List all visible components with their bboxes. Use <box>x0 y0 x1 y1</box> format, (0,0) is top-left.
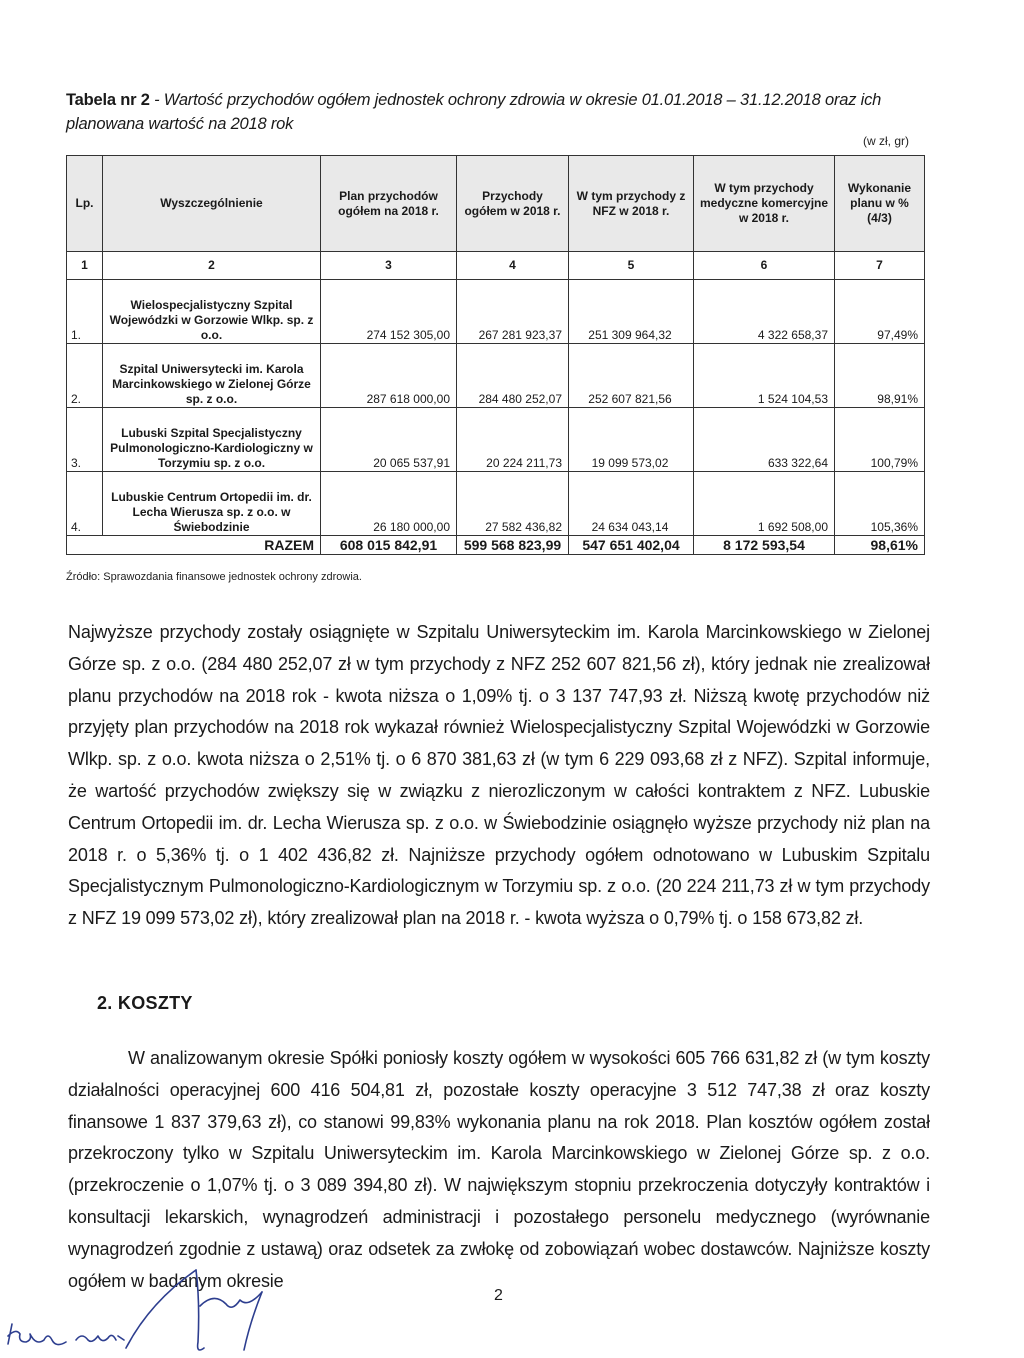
header-lp: Lp. <box>67 156 103 252</box>
row-commercial: 4 322 658,37 <box>694 280 835 344</box>
revenue-table <box>66 155 925 555</box>
section-heading: 2. KOSZTY <box>97 993 193 1013</box>
header-commercial: W tym przychody medyczne komercyjne w 2018 r. <box>694 156 835 252</box>
column-number: 3 <box>321 252 457 280</box>
row-plan: 20 065 537,91 <box>321 408 457 472</box>
table-caption <box>66 88 946 136</box>
row-revenue: 267 281 923,37 <box>457 280 569 344</box>
column-number-row <box>67 252 925 280</box>
row-revenue: 284 480 252,07 <box>457 344 569 408</box>
row-name: Wielospecjalistyczny Szpital Wojewódzki w Gorzowie Wlkp. sp. z o.o. <box>103 280 321 344</box>
column-number: 1 <box>67 252 103 280</box>
table-header-row <box>67 156 925 252</box>
page-number: 2 <box>494 1287 503 1304</box>
total-commercial: 8 172 593,54 <box>694 536 835 555</box>
total-label: RAZEM <box>67 536 321 555</box>
column-number: 4 <box>457 252 569 280</box>
row-lp: 4. <box>67 472 103 536</box>
total-plan: 608 015 842,91 <box>321 536 457 555</box>
header-plan: Plan przychodów ogółem na 2018 r. <box>321 156 457 252</box>
header-revenue: Przychody ogółem w 2018 r. <box>457 156 569 252</box>
row-name: Lubuskie Centrum Ortopedii im. dr. Lecha Wierusza sp. z o.o. w Świebodzinie <box>103 472 321 536</box>
row-revenue: 27 582 436,82 <box>457 472 569 536</box>
unit-note: (w zł, gr) <box>863 134 909 148</box>
row-lp: 3. <box>67 408 103 472</box>
row-plan: 287 618 000,00 <box>321 344 457 408</box>
paragraph-revenue: Najwyższe przychody zostały osiągnięte w Szpitalu Uniwersyteckim im. Karola Marcinkowskiego w Zielonej Górze sp. z o.o. (284 480 252,07 zł w tym przychody z NFZ 252 607 821,56 zł), który jednak nie zrealizował planu przychodów na 2018 rok - kwota niższa o 1,09% tj. o 3 137 747,93 zł. Niższą kwotę przychodów niż przyjęty plan przychodów na 2018 rok wykazał również Wielospecjalistyczny Szpital Wojewódzki w Gorzowie Wlkp. sp. z o.o. kwota niższa o 2,51% tj. o 6 870 381,63 zł (w tym 6 229 093,68 zł z NFZ). Szpital informuje, że wartość przychodów zwiększy się w związku z nierozliczonym w całości kontraktem z NFZ. Lubuskie Centrum Ortopedii im. dr. Lecha Wierusza sp. z o.o. w Świebodzinie osiągnęło wyższe przychody niż plan na 2018 r. o 5,36% tj. o 1 402 436,82 zł. Najniższe przychody ogółem odnotowano w Lubuskim Szpitalu Specjalistycznym Pulmonologiczno-Kardiologicznym w Torzymiu sp. z o.o. (20 224 211,73 zł w tym przychody z NFZ 19 099 573,02 zł), który zrealizował plan na 2018 r. - kwota wyższa o 0,79% tj. o 158 673,82 zł. <box>68 622 930 929</box>
handwritten-signature <box>0 1262 300 1358</box>
column-number: 6 <box>694 252 835 280</box>
row-execution: 97,49% <box>835 280 925 344</box>
column-number: 2 <box>103 252 321 280</box>
row-name: Szpital Uniwersytecki im. Karola Marcinkowskiego w Zielonej Górze sp. z o.o. <box>103 344 321 408</box>
row-commercial: 1 692 508,00 <box>694 472 835 536</box>
header-execution: Wykonanie planu w % (4/3) <box>835 156 925 252</box>
row-plan: 274 152 305,00 <box>321 280 457 344</box>
table-row <box>67 472 925 536</box>
row-nfz: 24 634 043,14 <box>569 472 694 536</box>
row-nfz: 251 309 964,32 <box>569 280 694 344</box>
row-lp: 1. <box>67 280 103 344</box>
header-nfz: W tym przychody z NFZ w 2018 r. <box>569 156 694 252</box>
row-execution: 100,79% <box>835 408 925 472</box>
column-number: 7 <box>835 252 925 280</box>
table-caption-text: - Wartość przychodów ogółem jednostek ochrony zdrowia w okresie 01.01.2018 – 31.12.2018 oraz ich planowana wartość na 2018 rok <box>66 91 882 133</box>
table-total-row <box>67 536 925 555</box>
source-note: Źródło: Sprawozdania finansowe jednostek ochrony zdrowia. <box>66 571 362 583</box>
row-nfz: 19 099 573,02 <box>569 408 694 472</box>
header-description: Wyszczególnienie <box>103 156 321 252</box>
total-execution: 98,61% <box>835 536 925 555</box>
row-commercial: 633 322,64 <box>694 408 835 472</box>
row-nfz: 252 607 821,56 <box>569 344 694 408</box>
table-caption-label: Tabela nr 2 <box>66 91 155 109</box>
total-nfz: 547 651 402,04 <box>569 536 694 555</box>
row-execution: 98,91% <box>835 344 925 408</box>
paragraph-costs: W analizowanym okresie Spółki poniosły koszty ogółem w wysokości 605 766 631,82 zł (w tym koszty działalności operacyjnej 600 416 504,81 zł, pozostałe koszty operacyjne 3 512 747,38 zł oraz koszty finansowe 1 837 379,63 zł), co stanowi 99,83% wykonania planu na rok 2018. Plan kosztów ogółem został przekroczony tylko w Szpitalu Uniwersyteckim im. Karola Marcinkowskiego w Zielonej Górze sp. z o.o. (przekroczenie o 1,07% tj. o 3 089 394,80 zł). W największym stopniu przekroczenia dotyczyły kontraktów i konsultacji lekarskich, wynagrodzeń administracji i pozostałego personelu medycznego (wyrównanie wynagrodzeń zgodnie z ustawą) oraz odsetek za zwłokę od zobowiązań wobec dostawców. Najniższe koszty ogółem w badanym okresie <box>68 1048 930 1291</box>
table-row <box>67 280 925 344</box>
column-number: 5 <box>569 252 694 280</box>
row-plan: 26 180 000,00 <box>321 472 457 536</box>
table-row <box>67 408 925 472</box>
row-lp: 2. <box>67 344 103 408</box>
table-row <box>67 344 925 408</box>
row-revenue: 20 224 211,73 <box>457 408 569 472</box>
row-execution: 105,36% <box>835 472 925 536</box>
row-name: Lubuski Szpital Specjalistyczny Pulmonologiczno-Kardiologiczny w Torzymiu sp. z o.o. <box>103 408 321 472</box>
total-revenue: 599 568 823,99 <box>457 536 569 555</box>
row-commercial: 1 524 104,53 <box>694 344 835 408</box>
